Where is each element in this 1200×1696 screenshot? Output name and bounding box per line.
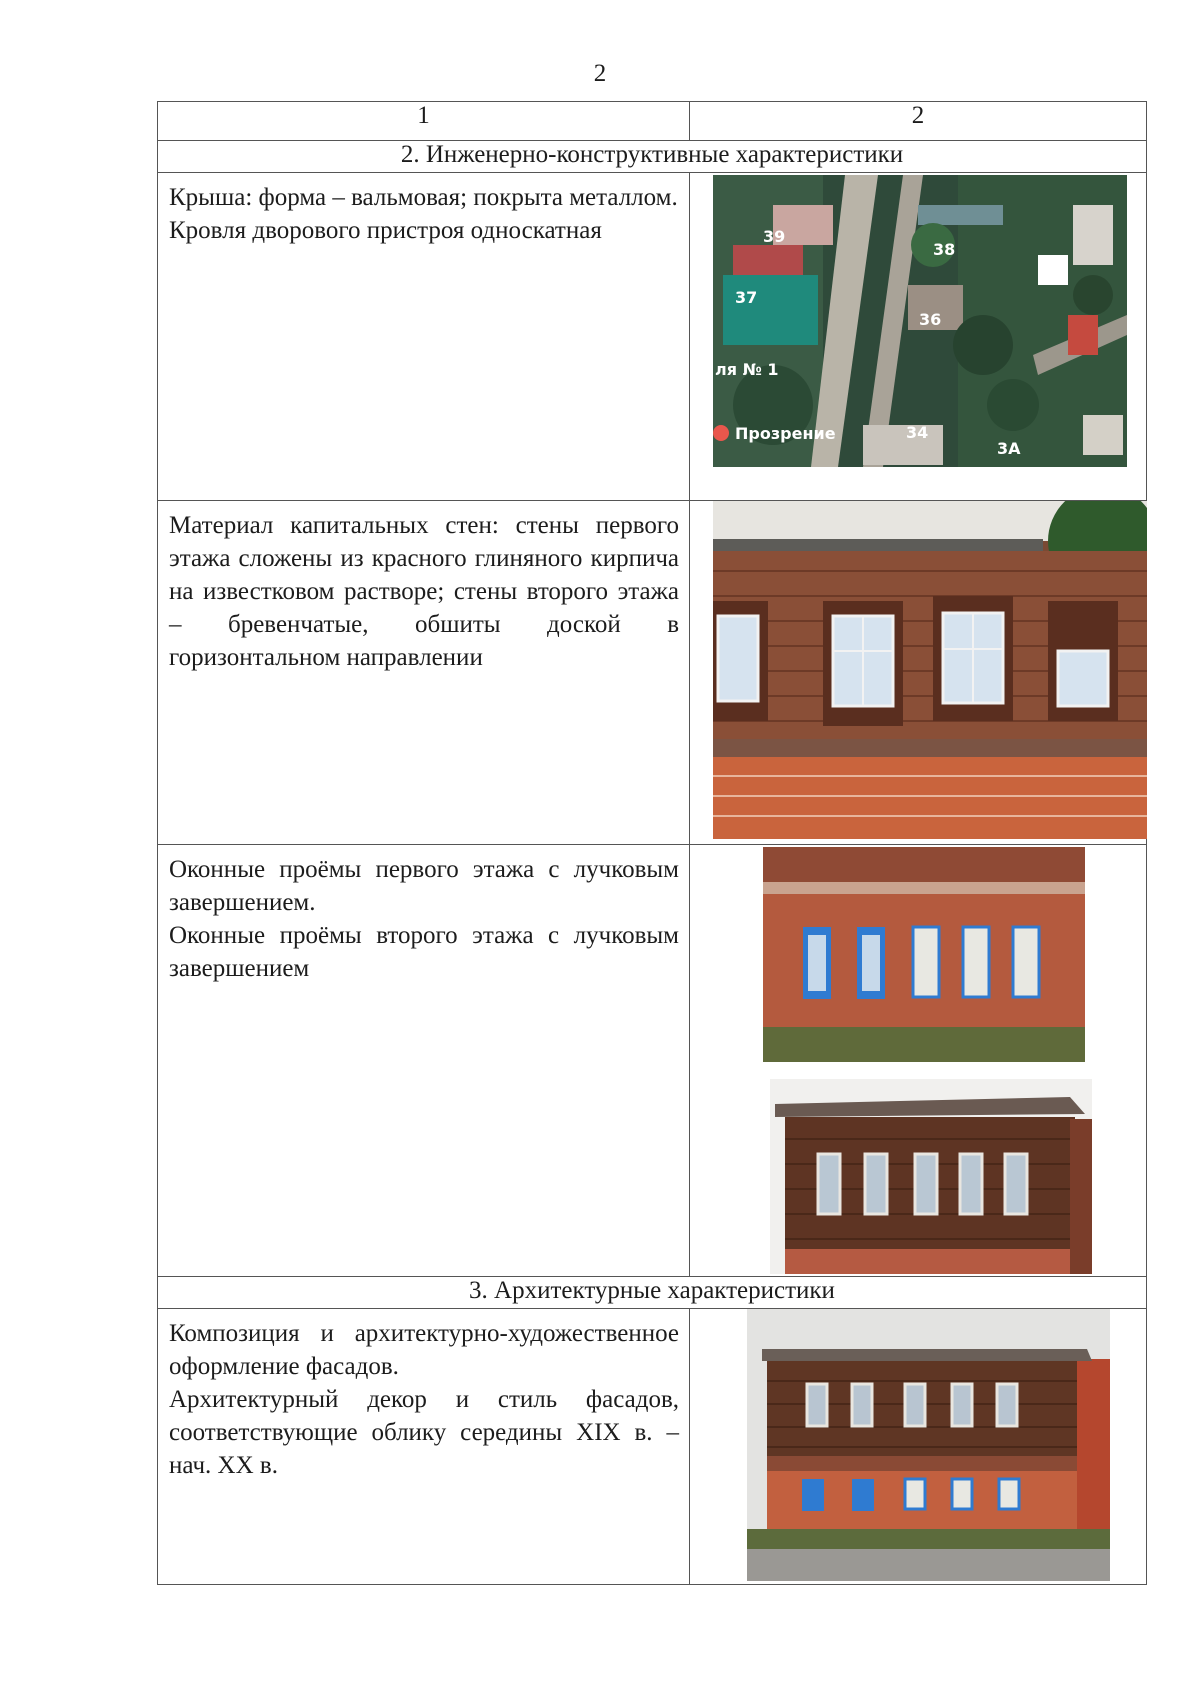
characteristics-table	[157, 101, 1147, 1585]
wall-facade-photo	[713, 501, 1147, 839]
windows-second-floor: Оконные проёмы второго этажа с лучковым завершением	[169, 922, 679, 982]
table-header-row	[158, 102, 1147, 141]
walls-photo-cell	[690, 501, 1147, 845]
map-label-3a: 3А	[997, 439, 1021, 458]
first-floor-windows-photo	[763, 847, 1085, 1062]
windows-row	[158, 845, 1147, 1277]
roof-row	[158, 173, 1147, 501]
map-label-school: ля № 1	[715, 360, 779, 379]
page-number: 2	[593, 60, 607, 87]
map-label-prozrenie: Прозрение	[735, 424, 836, 443]
architecture-text-cell	[158, 1309, 690, 1585]
windows-first-floor: Оконные проёмы первого этажа с лучковым завершением.	[169, 856, 679, 916]
section-2-row	[158, 141, 1147, 173]
architecture-photo-cell	[690, 1309, 1147, 1585]
header-col-1: 1	[158, 102, 690, 141]
map-label-39: 39	[763, 227, 786, 246]
map-pin-icon	[713, 425, 729, 441]
building-facade-photo	[747, 1309, 1110, 1581]
architecture-row	[158, 1309, 1147, 1585]
map-label-38: 38	[933, 240, 956, 259]
windows-photo-cell	[690, 845, 1147, 1277]
second-floor-windows-photo	[770, 1079, 1092, 1274]
roof-yard-description: Кровля дворового пристроя односкатная	[169, 217, 602, 244]
satellite-map-image	[713, 175, 1127, 467]
map-label-37: 37	[735, 288, 758, 307]
map-label-36: 36	[919, 310, 942, 329]
roof-text-cell	[158, 173, 690, 501]
composition-description: Композиция и архитектурно-художественное оформление фасадов.	[169, 1320, 679, 1380]
header-col-2: 2	[690, 102, 1147, 141]
walls-row	[158, 501, 1147, 845]
section-3-title: 3. Архитектурные характеристики	[158, 1277, 1147, 1309]
roof-photo-cell	[690, 173, 1147, 501]
section-2-title: 2. Инженерно-конструктивные характеристики	[158, 141, 1147, 173]
roof-description: Крыша: форма – вальмовая; покрыта металлом.	[169, 184, 678, 211]
walls-description: Материал капитальных стен: стены первого этажа сложены из красного глиняного кирпича на известковом растворе; стены второго этажа – бревенчатые, обшиты доской в горизонтальном направлении	[169, 512, 679, 671]
walls-text-cell	[158, 501, 690, 845]
windows-text-cell	[158, 845, 690, 1277]
decor-description: Архитектурный декор и стиль фасадов, соответствующие облику середины XIX в. – нач. XX в.	[169, 1386, 679, 1479]
map-label-34: 34	[906, 423, 929, 442]
section-3-row	[158, 1277, 1147, 1309]
